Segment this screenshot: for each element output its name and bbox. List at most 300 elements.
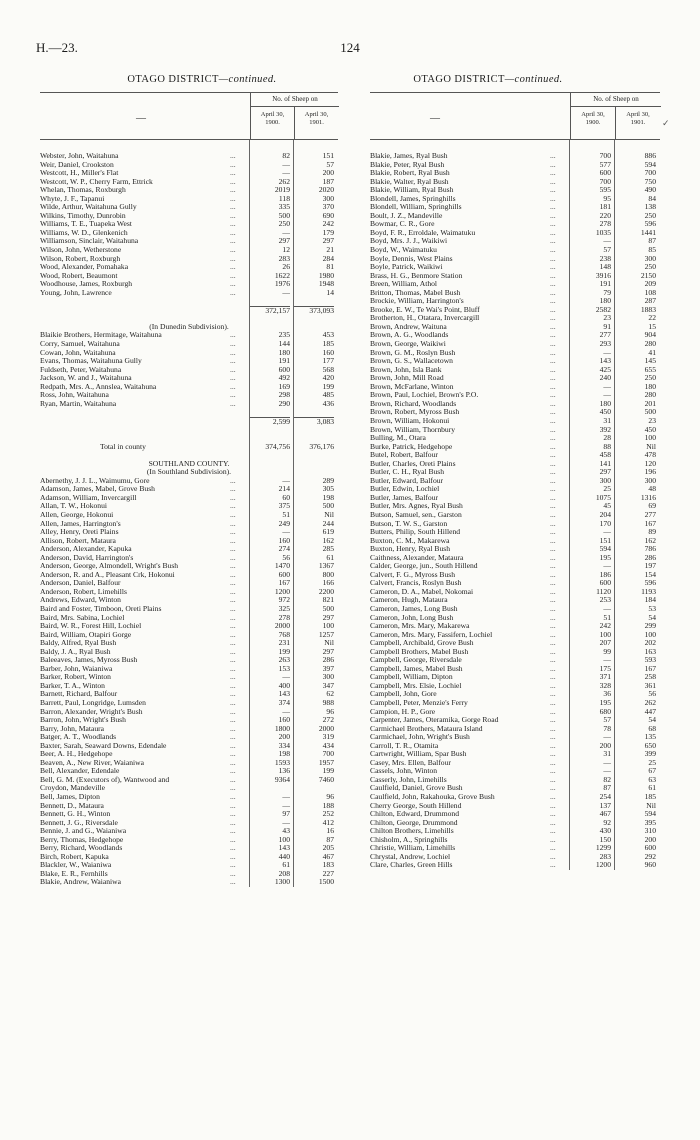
leader-dots: ... — [230, 792, 236, 802]
sheep-1901: 185 — [644, 792, 656, 802]
leader-dots: ... — [230, 552, 236, 562]
sheep-1901: 1316 — [640, 492, 656, 502]
sheep-1901: 100 — [644, 629, 656, 639]
sheep-1901: 87 — [648, 236, 656, 246]
sheep-1900: — — [603, 347, 611, 357]
sheep-1901: 434 — [322, 740, 334, 750]
leader-dots: ... — [230, 809, 236, 819]
owner-name: Butler, C. H., Ryal Bush — [370, 468, 445, 477]
sheep-1901: 600 — [644, 843, 656, 853]
sheep-1901: 179 — [322, 227, 334, 237]
leader-dots: ... — [550, 766, 556, 776]
owner-name: Boyle, Patrick, Waikiwi — [370, 263, 443, 272]
sheep-1901: 376,176 — [309, 441, 334, 451]
sheep-1901: 395 — [644, 817, 656, 827]
left-column — [40, 92, 338, 887]
leader-dots: ... — [230, 219, 236, 229]
sheep-1901: 160 — [322, 347, 334, 357]
owner-name: Carroll, T. R., Otamita — [370, 741, 439, 750]
leader-dots: ... — [550, 304, 556, 314]
owner-name: Caulfield, John, Rakahouka, Grove Bush — [370, 793, 495, 802]
leader-dots: ... — [550, 509, 556, 519]
sheep-1901: 145 — [644, 356, 656, 366]
sheep-1900: 79 — [603, 287, 611, 297]
owner-name: Calvert, F. G., Myross Bush — [370, 570, 456, 579]
sheep-1900: 577 — [599, 159, 611, 169]
sheep-1901: 655 — [644, 364, 656, 374]
sheep-1900: 595 — [599, 185, 611, 195]
sheep-1900: 97 — [282, 809, 290, 819]
owner-name: Bell, G. M. (Executors of), Wantwood and — [40, 775, 170, 784]
owner-name: Breen, William, Athol — [370, 280, 438, 289]
table-row — [370, 716, 660, 725]
sheep-1901: 100 — [322, 621, 334, 631]
leader-dots: ... — [230, 877, 236, 887]
owner-name: Brockie, William, Harrington's — [370, 297, 464, 306]
leader-dots: ... — [550, 638, 556, 648]
table-row — [370, 502, 660, 511]
table-row — [370, 690, 660, 699]
sheep-1901: 786 — [644, 544, 656, 554]
sheep-1901: 299 — [644, 621, 656, 631]
sheep-1900: 1075 — [595, 492, 611, 502]
leader-dots: ... — [550, 749, 556, 759]
table-row — [370, 656, 660, 665]
leader-dots: ... — [550, 219, 556, 229]
sheep-1900: 467 — [599, 809, 611, 819]
sheep-1900: — — [282, 706, 290, 716]
sheep-1900: 88 — [603, 441, 611, 451]
sheep-1900: — — [603, 236, 611, 246]
leader-dots: ... — [550, 253, 556, 263]
leader-dots: ... — [230, 629, 236, 639]
sheep-1900: 492 — [278, 373, 290, 383]
leader-dots: ... — [230, 270, 236, 280]
leader-dots: ... — [550, 193, 556, 203]
sheep-1900: 262 — [278, 176, 290, 186]
table-row — [370, 810, 660, 819]
leader-dots: ... — [550, 535, 556, 545]
owner-name: Bowmar, C. R., Gore — [370, 220, 435, 229]
leader-dots: ... — [550, 817, 556, 827]
leader-dots: ... — [550, 364, 556, 374]
sheep-1900: 290 — [278, 398, 290, 408]
owner-name: Chilton, Edward, Drummond — [370, 810, 460, 819]
sheep-1900: 700 — [599, 151, 611, 160]
owner-name: Butson, T. W. S., Garston — [370, 519, 448, 528]
owner-name: Bulling, M., Otara — [370, 434, 426, 443]
sheep-1900: 61 — [282, 860, 290, 870]
sheep-1900: 208 — [278, 868, 290, 878]
table-row — [370, 212, 660, 221]
owner-name: Wilde, Arthur, Waitahuna Gully — [40, 203, 137, 212]
leader-dots: ... — [230, 595, 236, 605]
table-row — [370, 784, 660, 793]
leader-dots: ... — [550, 774, 556, 784]
sheep-1901: 25 — [648, 757, 656, 767]
leader-dots: ... — [550, 501, 556, 511]
left-rows — [40, 152, 338, 887]
sheep-1901: 135 — [644, 732, 656, 742]
sheep-1901: 1883 — [640, 304, 656, 314]
sheep-1900: 82 — [603, 774, 611, 784]
owner-name: Burke, Patrick, Hedgehope — [370, 442, 453, 451]
sheep-1901: 167 — [644, 663, 656, 673]
owner-name: Brown, William, Thornbury — [370, 425, 456, 434]
sheep-1900: 170 — [599, 518, 611, 528]
sheep-1900: — — [603, 603, 611, 613]
table-row — [370, 195, 660, 204]
leader-dots: ... — [550, 621, 556, 631]
owner-name: Brotherton, H., Otatara, Invercargill — [370, 314, 480, 323]
sheep-1900: 600 — [278, 364, 290, 374]
sheep-1900: — — [282, 792, 290, 802]
sheep-1900: 60 — [282, 492, 290, 502]
leader-dots: ... — [230, 518, 236, 528]
table-row — [370, 349, 660, 358]
owner-name: Calvert, Francis, Roslyn Bush — [370, 579, 462, 588]
sheep-1901: 297 — [322, 612, 334, 622]
sheep-1901: 436 — [322, 398, 334, 408]
table-row — [370, 220, 660, 229]
leader-dots: ... — [550, 270, 556, 280]
sheep-1901: 1500 — [318, 877, 334, 887]
margin-mark: ✓ — [662, 118, 670, 128]
leader-dots: ... — [550, 612, 556, 622]
owner-name: Christie, William, Limehills — [370, 844, 456, 853]
leader-dots: ... — [230, 586, 236, 596]
leader-dots: ... — [230, 715, 236, 725]
left-title-text: OTAGO DISTRICT — [127, 74, 219, 85]
sheep-1901: 467 — [322, 851, 334, 861]
owner-name: Croydon, Mandeville — [40, 784, 105, 793]
owner-name: Blondell, James, Springhills — [370, 194, 456, 203]
page-number: 124 — [340, 40, 360, 55]
leader-dots: ... — [230, 749, 236, 759]
sheep-1900: 169 — [278, 381, 290, 391]
sheep-1901: 593 — [644, 655, 656, 665]
owner-name: Barron, John, Wright's Bush — [40, 716, 126, 725]
sheep-1900: 195 — [599, 552, 611, 562]
sheep-1900: 143 — [278, 843, 290, 853]
leader-dots: ... — [550, 672, 556, 682]
sheep-1901: 420 — [322, 373, 334, 383]
leader-dots: ... — [230, 390, 236, 400]
sheep-1900: — — [603, 766, 611, 776]
sheep-1901: 185 — [322, 339, 334, 349]
sheep-1900: 148 — [599, 262, 611, 272]
leader-dots: ... — [230, 347, 236, 357]
table-row — [370, 827, 660, 836]
owner-name: Bennett, J. G., Riversdale — [40, 818, 118, 827]
sheep-1901: 162 — [322, 535, 334, 545]
table-row — [370, 750, 660, 759]
sheep-1901: 138 — [644, 202, 656, 212]
owner-name: Butler, Edward, Balfour — [370, 476, 444, 485]
sheep-1901: 1957 — [318, 757, 334, 767]
sheep-1900: 2,599 — [250, 417, 290, 427]
right-column — [370, 92, 660, 870]
sheep-1901: 202 — [644, 638, 656, 648]
sheep-1900: 274 — [278, 544, 290, 554]
sheep-1901: 286 — [322, 655, 334, 665]
sheep-1900: 43 — [282, 826, 290, 836]
sheep-1901: 821 — [322, 595, 334, 605]
owner-name: Wood, Alexander, Pomahaka — [40, 263, 129, 272]
sheep-1901: 397 — [322, 663, 334, 673]
sheep-1900: 186 — [599, 569, 611, 579]
owner-name: Cartwright, William, Spar Bush — [370, 750, 467, 759]
owner-name: Carpenter, James, Oteramika, Gorge Road — [370, 716, 499, 725]
sheep-1900: 160 — [278, 715, 290, 725]
sheep-1901: 166 — [322, 578, 334, 588]
leader-dots: ... — [550, 151, 556, 160]
leader-dots: ... — [230, 202, 236, 212]
leader-dots: ... — [230, 364, 236, 374]
sheep-1900: 57 — [603, 245, 611, 255]
left-column-header — [40, 92, 338, 140]
leader-dots: ... — [550, 441, 556, 451]
sheep-1901: 62 — [326, 689, 334, 699]
owner-name: Barron, Alexander, Wright's Bush — [40, 707, 143, 716]
table-row — [370, 391, 660, 400]
sheep-1900: 191 — [278, 356, 290, 366]
owner-name: Cameron, D. A., Mabel, Nokomai — [370, 587, 474, 596]
leader-dots: ... — [230, 621, 236, 631]
sheep-1900: — — [603, 561, 611, 571]
table-row — [370, 776, 660, 785]
sheep-1901: 96 — [326, 792, 334, 802]
leader-dots: ... — [550, 176, 556, 186]
sheep-1901: 200 — [644, 834, 656, 844]
sheep-1900: — — [603, 381, 611, 391]
sheep-1900: 458 — [599, 450, 611, 460]
owner-name: Butters, Philip, South Hillend — [370, 528, 461, 537]
owner-name: Baxter, Sarah, Seaward Downs, Edendale — [40, 741, 167, 750]
leader-dots: ... — [550, 484, 556, 494]
owner-name: Baldy, J. A., Ryal Bush — [40, 647, 111, 656]
table-row — [370, 682, 660, 691]
owner-name: Baird, William, Otapiri Gorge — [40, 630, 132, 639]
leader-dots: ... — [550, 415, 556, 425]
sheep-1901: 700 — [644, 168, 656, 178]
leader-dots: ... — [230, 680, 236, 690]
sheep-1901: 250 — [644, 373, 656, 383]
sheep-1900: 160 — [278, 535, 290, 545]
sheep-1900: 143 — [278, 689, 290, 699]
sheep-1901: 2150 — [640, 270, 656, 280]
sheep-1900: 181 — [599, 202, 611, 212]
table-row — [370, 759, 660, 768]
leader-dots: ... — [550, 783, 556, 793]
sheep-1901: 286 — [644, 552, 656, 562]
sheep-1900: 25 — [603, 484, 611, 494]
owner-name: Butler, Edwin, Lochiel — [370, 485, 440, 494]
leader-dots: ... — [230, 151, 236, 160]
leader-dots: ... — [550, 595, 556, 605]
sheep-1900: 242 — [599, 621, 611, 631]
sheep-1901: 67 — [648, 766, 656, 776]
owner-name: Williams, W. D., Glenkenich — [40, 228, 128, 237]
sheep-1900: — — [282, 800, 290, 810]
table-row — [370, 331, 660, 340]
leader-dots: ... — [550, 740, 556, 750]
table-row — [370, 152, 660, 161]
leader-dots: ... — [230, 706, 236, 716]
sheep-1901: 292 — [644, 851, 656, 861]
table-row — [370, 297, 660, 306]
owner-name: Brown, G. M., Roslyn Bush — [370, 348, 456, 357]
leader-dots: ... — [230, 339, 236, 349]
owner-name: Berry, Richard, Woodlands — [40, 844, 123, 853]
left-header-date1: April 30, 1900. — [250, 107, 294, 139]
leader-dots: ... — [230, 757, 236, 767]
sheep-1900: — — [282, 168, 290, 178]
table-row — [370, 622, 660, 631]
leader-dots: ... — [230, 766, 236, 776]
sheep-1901: 319 — [322, 732, 334, 742]
leader-dots: ... — [550, 586, 556, 596]
table-row — [370, 468, 660, 477]
owner-name: Anderson, George, Almondell, Wright's Bush — [40, 562, 179, 571]
table-row — [370, 460, 660, 469]
sheep-1901: 183 — [322, 860, 334, 870]
left-title-suffix: —continued. — [218, 74, 277, 85]
leader-dots: ... — [230, 501, 236, 511]
leader-dots: ... — [550, 227, 556, 237]
left-header-date2: April 30, 1901. — [294, 107, 338, 139]
sheep-1901: 370 — [322, 202, 334, 212]
owner-name: Blakie, Peter, Ryal Bush — [370, 160, 445, 169]
table-row — [370, 161, 660, 170]
leader-dots: ... — [230, 774, 236, 784]
leader-dots: ... — [230, 561, 236, 571]
sheep-1901: 373,093 — [294, 306, 334, 316]
sheep-1900: 144 — [278, 339, 290, 349]
owner-name: Casey, Mrs. Ellen, Balfour — [370, 758, 451, 767]
leader-dots: ... — [230, 723, 236, 733]
leader-dots: ... — [230, 236, 236, 246]
sheep-1900: 28 — [603, 433, 611, 443]
owner-name: Allison, Robert, Mataura — [40, 536, 116, 545]
leader-dots: ... — [230, 168, 236, 178]
leader-dots: ... — [550, 792, 556, 802]
sheep-1900: 26 — [282, 262, 290, 272]
left-header-sheep: No. of Sheep on — [250, 93, 339, 107]
leader-dots: ... — [550, 655, 556, 665]
leader-dots: ... — [550, 424, 556, 434]
sheep-1901: 167 — [644, 518, 656, 528]
sheep-1901: 1257 — [318, 629, 334, 639]
leader-dots: ... — [550, 732, 556, 742]
sheep-1900: 278 — [599, 219, 611, 229]
sheep-1900: — — [603, 732, 611, 742]
owner-name: Brown, John, Mill Road — [370, 374, 444, 383]
sheep-1901: 53 — [648, 603, 656, 613]
owner-name: (In Dunedin Subdivision). — [149, 322, 229, 331]
leader-dots: ... — [550, 629, 556, 639]
owner-name: Blakie, Andrew, Waianiwa — [40, 878, 121, 887]
sheep-1901: 280 — [644, 339, 656, 349]
sheep-1901: Nil — [646, 800, 656, 810]
sheep-1900: 180 — [599, 296, 611, 306]
owner-name: Boult, J. Z., Mandeville — [370, 211, 443, 220]
owner-name: Barker, Robert, Winton — [40, 673, 111, 682]
sheep-1901: 16 — [326, 826, 334, 836]
leader-dots: ... — [230, 638, 236, 648]
leader-dots: ... — [550, 860, 556, 870]
sheep-1900: 167 — [278, 578, 290, 588]
leader-dots: ... — [550, 578, 556, 588]
leader-dots: ... — [550, 527, 556, 537]
owner-name: Brown, G. S., Wallacetown — [370, 357, 453, 366]
owner-name: Blakie, Robert, Ryal Bush — [370, 169, 450, 178]
table-row — [370, 699, 660, 708]
leader-dots: ... — [550, 800, 556, 810]
sheep-1900: 278 — [278, 612, 290, 622]
leader-dots: ... — [230, 851, 236, 861]
table-row — [370, 340, 660, 349]
table-row — [370, 203, 660, 212]
leader-dots: ... — [230, 817, 236, 827]
sheep-1900: — — [282, 817, 290, 827]
owner-name: Butson, Samuel, sen., Garston — [370, 510, 462, 519]
sheep-1900: — — [282, 527, 290, 537]
leader-dots: ... — [550, 458, 556, 468]
sheep-1901: 1948 — [318, 279, 334, 289]
sheep-1901: 300 — [644, 253, 656, 263]
leader-dots: ... — [550, 210, 556, 220]
table-row — [370, 237, 660, 246]
owner-name: Brown, John, Isla Bank — [370, 365, 442, 374]
sheep-1901: 3,083 — [294, 417, 334, 427]
sheep-1901: 41 — [648, 347, 656, 357]
table-row — [370, 417, 660, 426]
leader-dots: ... — [550, 663, 556, 673]
owner-name: Whelan, Thomas, Roxburgh — [40, 186, 126, 195]
sheep-1901: 188 — [322, 800, 334, 810]
right-column-title — [378, 74, 598, 85]
owner-name: Brass, H. G., Benmore Station — [370, 271, 463, 280]
owner-name: Alley, Henry, Oreti Plains — [40, 528, 119, 537]
owner-name: Brooke, E. W., Te Wai's Point, Bluff — [370, 305, 480, 314]
sheep-1901: 151 — [322, 151, 334, 160]
sheep-1900: — — [603, 527, 611, 537]
right-header-date2: April 30, 1901. — [615, 107, 660, 139]
owner-name: Boyle, Dennis, West Plains — [370, 254, 453, 263]
sheep-1901: 87 — [326, 834, 334, 844]
owner-name: Baird, W. R., Forest Hill, Lochiel — [40, 622, 142, 631]
leader-dots: ... — [550, 544, 556, 554]
table-row — [370, 579, 660, 588]
sheep-1900: 594 — [599, 544, 611, 554]
sheep-1901: 21 — [326, 245, 334, 255]
table-row — [370, 169, 660, 178]
leader-dots: ... — [550, 381, 556, 391]
sheep-1901: 198 — [322, 492, 334, 502]
owner-name: Total in county — [100, 442, 146, 451]
page-reference: H.—23. — [36, 40, 78, 55]
sheep-1900: 1300 — [274, 877, 290, 887]
leader-dots: ... — [550, 287, 556, 297]
owner-name: Cameron, Mrs. Mary, Fassifern, Lochiel — [370, 630, 493, 639]
table-row — [370, 186, 660, 195]
sheep-1901: 1980 — [318, 270, 334, 280]
sheep-1901: Nil — [324, 509, 334, 519]
sheep-1901: 478 — [644, 450, 656, 460]
leader-dots: ... — [550, 809, 556, 819]
right-title-text: OTAGO DISTRICT — [413, 74, 505, 85]
